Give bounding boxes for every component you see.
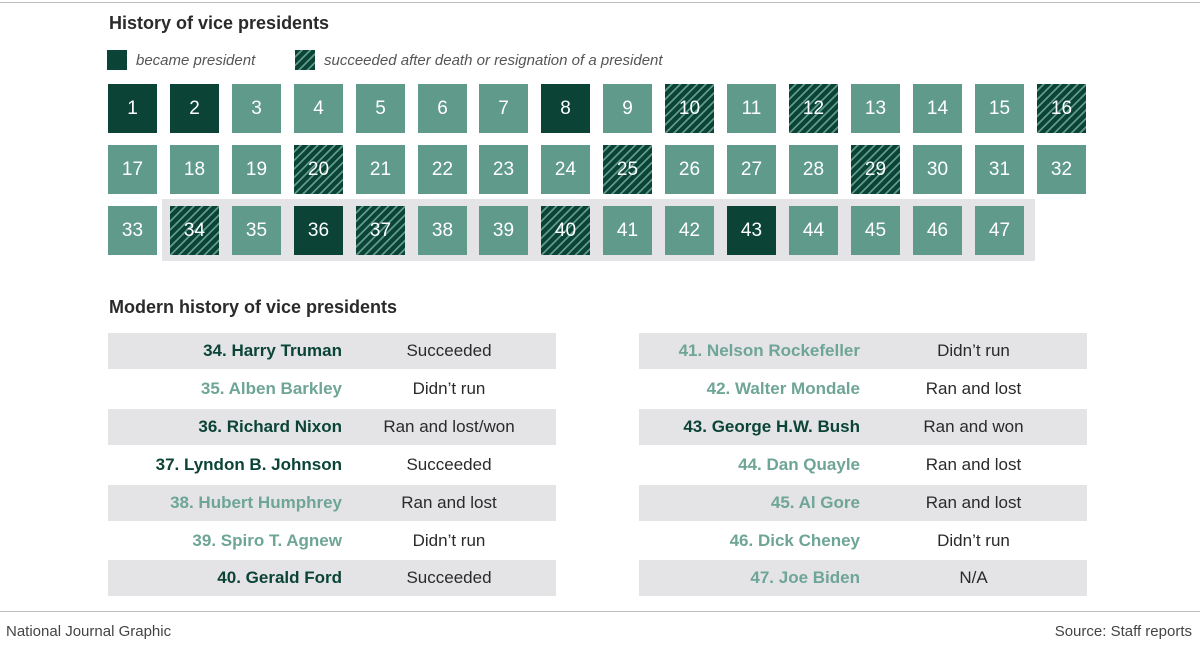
vp-tile-35: 35 [232,206,281,255]
table-row [108,333,556,369]
footer-source: Source: Staff reports [1054,623,1192,640]
vp-tile-45: 45 [851,206,900,255]
table-row [108,371,556,407]
table-row [639,560,1087,596]
vp-outcome: Ran and lost [925,493,1022,512]
vp-outcome: Didn’t run [937,531,1010,550]
vp-name: 36. Richard Nixon [198,417,342,436]
vp-tile-3: 3 [232,84,281,133]
vp-tile-47: 47 [975,206,1024,255]
legend-item-became [107,50,255,70]
vp-name: 38. Hubert Humphrey [170,493,342,512]
vp-name: 44. Dan Quayle [738,455,860,474]
vp-outcome: Didn’t run [412,379,486,398]
footer-credit: National Journal Graphic [6,623,172,640]
vp-name: 39. Spiro T. Agnew [192,531,342,550]
vp-name: 42. Walter Mondale [706,379,860,398]
vp-tile-1: 1 [108,84,157,133]
table-row [108,447,556,483]
vp-outcome: Ran and won [923,417,1024,436]
legend-swatch-became [107,50,127,70]
vp-outcome: Succeeded [406,341,492,360]
vp-name: 41. Nelson Rockefeller [678,341,860,360]
vp-tile-4: 4 [294,84,343,133]
vp-name: 43. George H.W. Bush [683,417,860,436]
modern-era-band [162,199,1035,261]
vp-tile-5: 5 [356,84,405,133]
vp-tile-29: 29 [851,145,900,194]
vp-outcome: Succeeded [406,568,492,587]
vp-name: 47. Joe Biden [750,568,860,587]
vp-outcome: Ran and lost [925,379,1022,398]
vp-tile-41: 41 [603,206,652,255]
table-row [108,485,556,521]
vp-outcome: Ran and lost [925,455,1022,474]
vp-tile-30: 30 [913,145,962,194]
vp-tile-20: 20 [294,145,343,194]
vp-tile-28: 28 [789,145,838,194]
table-row [639,371,1087,407]
vp-tile-25: 25 [603,145,652,194]
vp-tile-42: 42 [665,206,714,255]
vp-tile-10: 10 [665,84,714,133]
vp-tile-32: 32 [1037,145,1086,194]
vp-tile-23: 23 [479,145,528,194]
vp-name: 46. Dick Cheney [729,531,860,550]
vp-name: 40. Gerald Ford [217,568,342,587]
vp-tile-7: 7 [479,84,528,133]
vp-tile-43: 43 [727,206,776,255]
vp-outcome: Didn’t run [412,531,486,550]
vp-tile-24: 24 [541,145,590,194]
vp-tile-14: 14 [913,84,962,133]
vp-tile-38: 38 [418,206,467,255]
vp-tile-9: 9 [603,84,652,133]
legend-item-succeeded [295,50,663,70]
legend-swatch-succeeded [295,50,315,70]
vp-tile-34: 34 [170,206,219,255]
vp-name: 35. Alben Barkley [200,379,342,398]
vp-tile-21: 21 [356,145,405,194]
legend-label-became: became president [136,51,256,69]
vp-tile-22: 22 [418,145,467,194]
vp-tile-13: 13 [851,84,900,133]
footer-rule [0,611,1200,612]
table-row [639,409,1087,445]
vp-tile-39: 39 [479,206,528,255]
vp-tile-15: 15 [975,84,1024,133]
table-row [639,485,1087,521]
table-row [639,523,1087,559]
vp-tile-33: 33 [108,206,157,255]
vp-tile-6: 6 [418,84,467,133]
table-row [639,333,1087,369]
vp-tile-26: 26 [665,145,714,194]
vp-tile-12: 12 [789,84,838,133]
vp-name: 37. Lyndon B. Johnson [155,455,342,474]
vp-name: 34. Harry Truman [203,341,342,360]
table-row [108,560,556,596]
vp-tile-46: 46 [913,206,962,255]
vp-tile-27: 27 [727,145,776,194]
vp-tile-16: 16 [1037,84,1086,133]
chart-title: History of vice presidents [109,13,330,33]
vp-outcome: N/A [959,568,988,587]
vp-tile-31: 31 [975,145,1024,194]
vp-outcome: Succeeded [406,455,492,474]
vp-tile-37: 37 [356,206,405,255]
vp-tile-11: 11 [727,84,776,133]
vp-tile-19: 19 [232,145,281,194]
vp-outcome: Ran and lost [401,493,497,512]
legend-label-succeeded: succeeded after death or resignation of a president [324,51,663,69]
vp-outcome: Ran and lost/won [383,417,515,436]
vp-outcome: Didn’t run [937,341,1010,360]
table-row [639,447,1087,483]
modern-section-title: Modern history of vice presidents [109,297,398,317]
vp-tile-2: 2 [170,84,219,133]
vp-tile-18: 18 [170,145,219,194]
vp-tile-40: 40 [541,206,590,255]
table-row [108,409,556,445]
top-rule [0,2,1200,3]
table-row [108,523,556,559]
vp-tile-36: 36 [294,206,343,255]
vp-tile-17: 17 [108,145,157,194]
vp-tile-8: 8 [541,84,590,133]
vp-name: 45. Al Gore [770,493,860,512]
vp-tile-44: 44 [789,206,838,255]
